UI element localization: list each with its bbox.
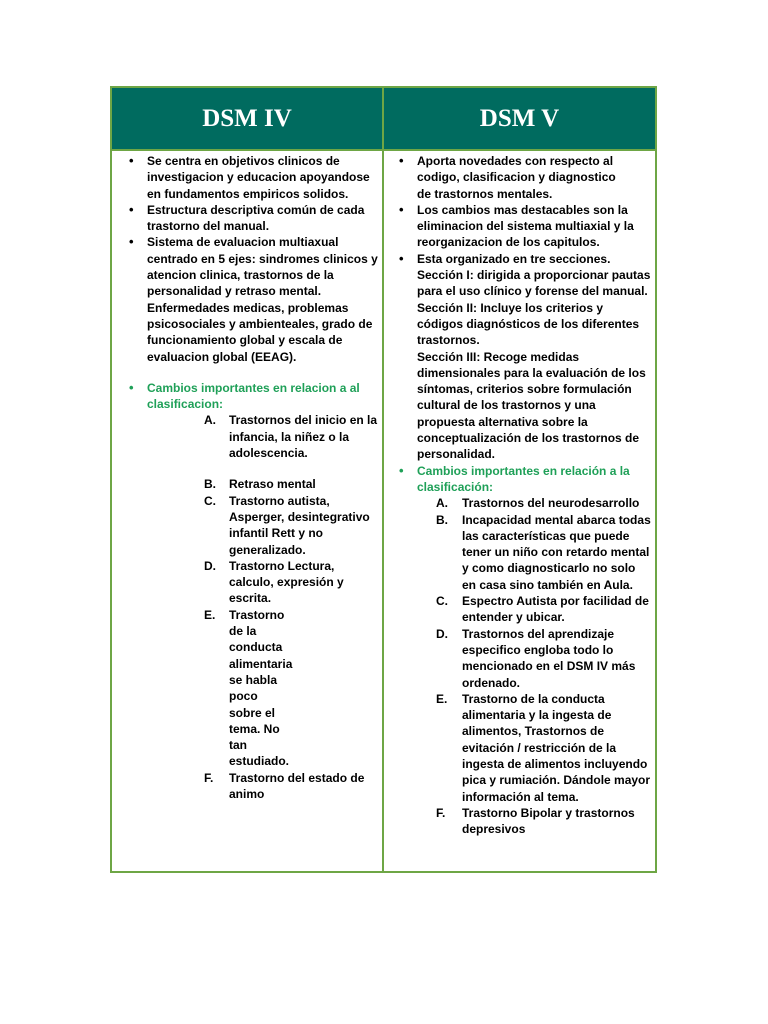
list-item [147,412,379,461]
item-text: Trastornos del neurodesarrollo [462,496,640,511]
item-mark: C. [436,594,448,609]
dsm-v-alpha-list [386,495,652,837]
item-text: Trastorno de la conducta alimentaria y la ingesta de alimentos, Trastornos de evitación / restricción de la ingesta de alimentos incluyendo pica y rumiación. Dándole mayor información al tema. [462,691,651,804]
item-text: Incapacidad mental abarca todas las características que puede tener un niño con retardo mental y como diagnosticarlo no solo en casa sino también en Aula. [462,512,651,592]
dsm-iv-changes-list [114,380,379,461]
list-item [114,476,379,492]
item-mark: B. [436,512,448,527]
list-item [386,251,652,463]
item-mark: D. [436,626,448,641]
item-mark: F. [204,770,214,785]
item-text: Trastornos del aprendizaje especifico engloba todo lo mencionado en el DSM IV más ordenado. [462,626,636,690]
list-item [386,512,652,593]
item-text: Trastornos del inicio en la infancia, la niñez o la adolescencia. [229,413,378,461]
spacer [114,365,379,380]
item-mark: E. [204,607,216,622]
changes-title [386,463,652,838]
list-item [114,493,379,558]
list-item: • Los cambios mas destacables son la eliminacion del sistema multiaxial y la reorganizacion de los capitulos. [386,202,652,251]
dsm-iv-alpha-list-continued [114,476,379,802]
item-text: Trastorno Bipolar y trastornos depresivos [462,805,635,837]
comparison-table [110,86,657,873]
item-mark: A. [436,496,448,511]
list-item: • Se centra en objetivos clinicos de investigacion y educacion apoyandose en fundamentos empiricos solidos. [114,153,379,202]
section-ii-text: Sección II: Incluye los criterios y códigos diagnósticos de los diferentes trastornos. [417,300,640,348]
header-dsm-v: DSM V [384,88,655,151]
list-item: • Sistema de evaluacion multiaxual centrado en 5 ejes: sindromes clinicos y atencion clinica, trastornos de la personalidad y retraso mental. Enfermedades medicas, problemas psicosociales y ambienteales, grado de funcionamiento global y escala de evaluacion global (EEAG). [114,234,379,364]
section-i-text: Sección I: dirigida a proporcionar pautas para el uso clínico y forense del manual. [417,268,651,299]
dsm-iv-cell [112,151,384,871]
item-mark: D. [204,558,216,573]
item-text: Retraso mental [229,477,316,492]
changes-title-text: Cambios importantes en relacion a al clasificacion: [147,380,360,412]
dsm-v-bullet-list [386,153,652,837]
item-text: Trastorno del estado de animo [229,770,365,801]
dsm-iv-alpha-list [147,412,379,461]
list-item [114,770,379,803]
item-mark: A. [204,413,216,428]
list-item [386,593,652,626]
dsm-v-cell [384,151,655,871]
list-item [114,558,379,607]
item-mark: E. [436,691,448,706]
list-item: • Estructura descriptiva común de cada trastorno del manual. [114,202,379,235]
item-mark: B. [204,477,216,492]
item-text: Trastorno de la conducta alimentaria se habla poco sobre el tema. No tan estudiado. [229,607,293,769]
item-mark: C. [204,493,216,508]
list-item [386,691,652,805]
list-item [114,607,379,770]
changes-title [114,380,379,461]
item-text: Esta organizado en tre secciones. [417,251,611,266]
item-mark: F. [436,805,446,820]
changes-title-text: Cambios importantes en relación a la clasificación: [417,463,630,494]
list-item [386,805,652,838]
section-iii-text: Sección III: Recoge medidas dimensionales para la evaluación de los síntomas, criterios sobre formulación cultural de los trastornos y una propuesta alternativa sobre la conceptualización de los trastornos de personalidad. [417,349,646,462]
list-item [386,626,652,691]
item-text: Trastorno autista, Asperger, desintegrativo infantil Rett y no generalizado. [229,493,370,557]
item-text: Espectro Autista por facilidad de entender y ubicar. [462,594,649,625]
item-text: Trastorno Lectura, calculo, expresión y escrita. [229,558,344,606]
header-dsm-iv: DSM IV [112,88,384,151]
list-item [386,495,652,511]
dsm-iv-bullet-list [114,153,379,365]
spacer [114,461,379,476]
list-item: • Aporta novedades con respecto al codigo, clasificacion y diagnostico de trastornos mentales. [386,153,652,202]
